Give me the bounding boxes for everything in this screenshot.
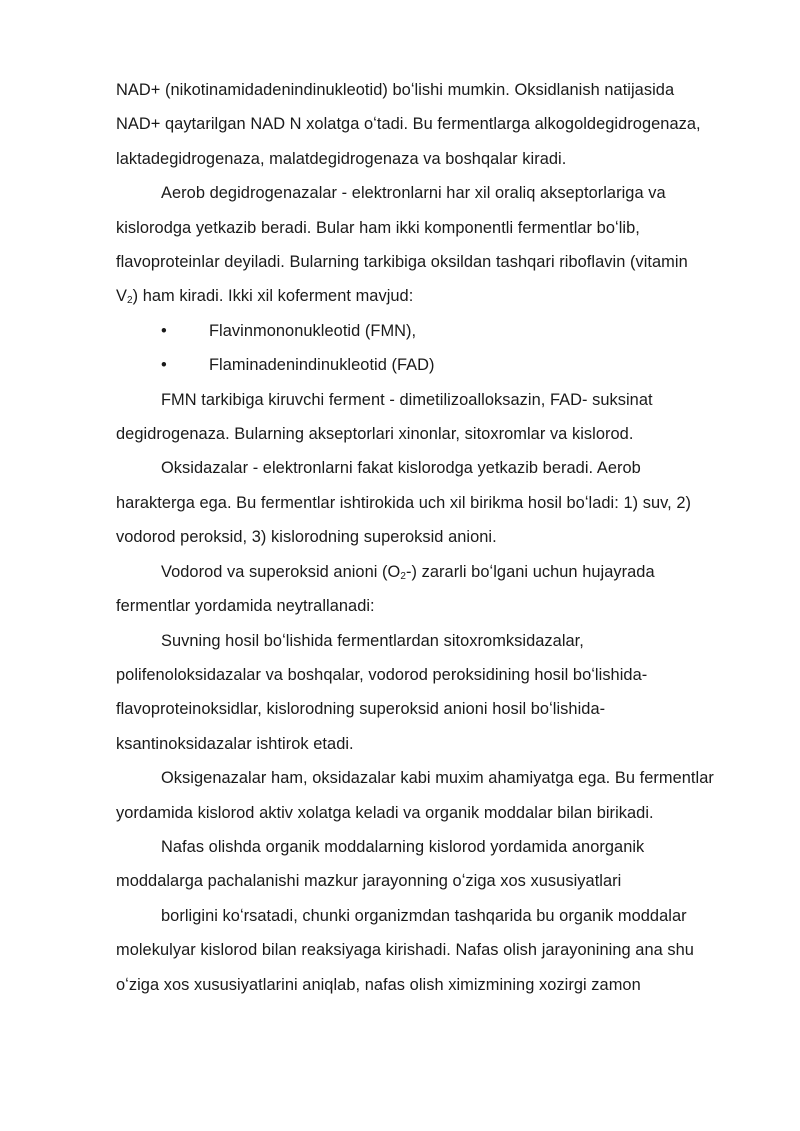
paragraph-fmn-start: FMN tarkibiga kiruvchi ferment - dimetilizoalloksazin, FAD- suksinat — [161, 390, 653, 409]
text-line: flavoproteinoksidlar, kislorodning superoksid anioni hosil boʻlishida- — [116, 700, 606, 719]
paragraph-aerob-start: Aerob degidrogenazalar - elektronlarni har xil oraliq akseptorlariga va — [161, 184, 666, 203]
text-line: degidrogenaza. Bularning akseptorlari xinonlar, sitoxromlar va kislorod. — [116, 425, 634, 444]
paragraph-vodorod-start: Vodorod va superoksid anioni $(O_2-)$ zararli boʻlgani uchun hujayrada — [161, 562, 655, 582]
text-line: polifenoloksidazalar va boshqalar, vodorod peroksidining hosil boʻlishida- — [116, 665, 648, 684]
paragraph-oksidazalar-start: Oksidazalar - elektronlarni fakat kislorodga yetkazib beradi. Aerob — [161, 459, 641, 478]
text-line: yordamida kislorod aktiv xolatga keladi va organik moddalar bilan birikadi. — [116, 803, 654, 822]
text-line: ksantinoksidazalar ishtirok etadi. — [116, 734, 354, 753]
paragraph-borligini-start: borligini koʻrsatadi, chunki organizmdan tashqarida bu organik moddalar — [161, 906, 687, 925]
text-line: oʻziga xos xususiyatlarini aniqlab, nafas olish ximizmining xozirgi zamon — [116, 975, 641, 994]
bullet-icon: • — [161, 321, 167, 340]
subscript: 2 — [126, 295, 133, 307]
text-line: harakterga ega. Bu fermentlar ishtirokida uch xil birikma hosil boʻladi: 1) suv, 2) — [116, 493, 692, 512]
text-line: NAD+ (nikotinamidadenindinukleotid) boʻlishi mumkin. Oksidlanish natijasida — [116, 81, 675, 99]
text-line: flavoproteinlar deyiladi. Bularning tarkibiga oksildan tashqari riboflavin (vitamin — [116, 253, 688, 272]
text-line: fermentlar yordamida neytrallanadi: — [116, 597, 375, 616]
text-line: vodorod peroksid, 3) kislorodning superoksid anioni. — [116, 528, 497, 547]
bullet-icon: • — [161, 356, 167, 375]
paragraph-oksigenazalar-start: Oksigenazalar ham, oksidazalar kabi muxim ahamiyatga ega. Bu fermentlar — [161, 769, 714, 788]
text-line-vitamin: $V_2$) ham kiradi. Ikki xil koferment mavjud: — [116, 287, 414, 307]
list-item: • Flaminadenindinukleotid (FAD) — [116, 348, 740, 382]
text-line: kislorodga yetkazib beradi. Bular ham ikki komponentli fermentlar boʻlib, — [116, 218, 640, 237]
text-line: laktadegidrogenaza, malatdegidrogenaza va boshqalar kiradi. — [116, 149, 567, 168]
body-text — [116, 73, 740, 1002]
paragraph-nafas-start: Nafas olishda organik moddalarning kislorod yordamida anorganik — [161, 837, 645, 856]
text-line: molekulyar kislorod bilan reaksiyaga kirishadi. Nafas olish jarayonining ana shu — [116, 941, 694, 960]
text-line: moddalarga pachalanishi mazkur jarayonning oʻziga xos xususiyatlari — [116, 872, 622, 891]
subscript: 2 — [400, 570, 406, 582]
list-item: • Flavinmononukleotid (FMN), — [116, 314, 740, 348]
text-line: NAD+ qaytarilgan NAD N xolatga oʻtadi. Bu fermentlarga alkogoldegidrogenaza, — [116, 115, 701, 134]
paragraph-suvning-start: Suvning hosil boʻlishida fermentlardan sitoxromksidazalar, — [161, 631, 584, 650]
